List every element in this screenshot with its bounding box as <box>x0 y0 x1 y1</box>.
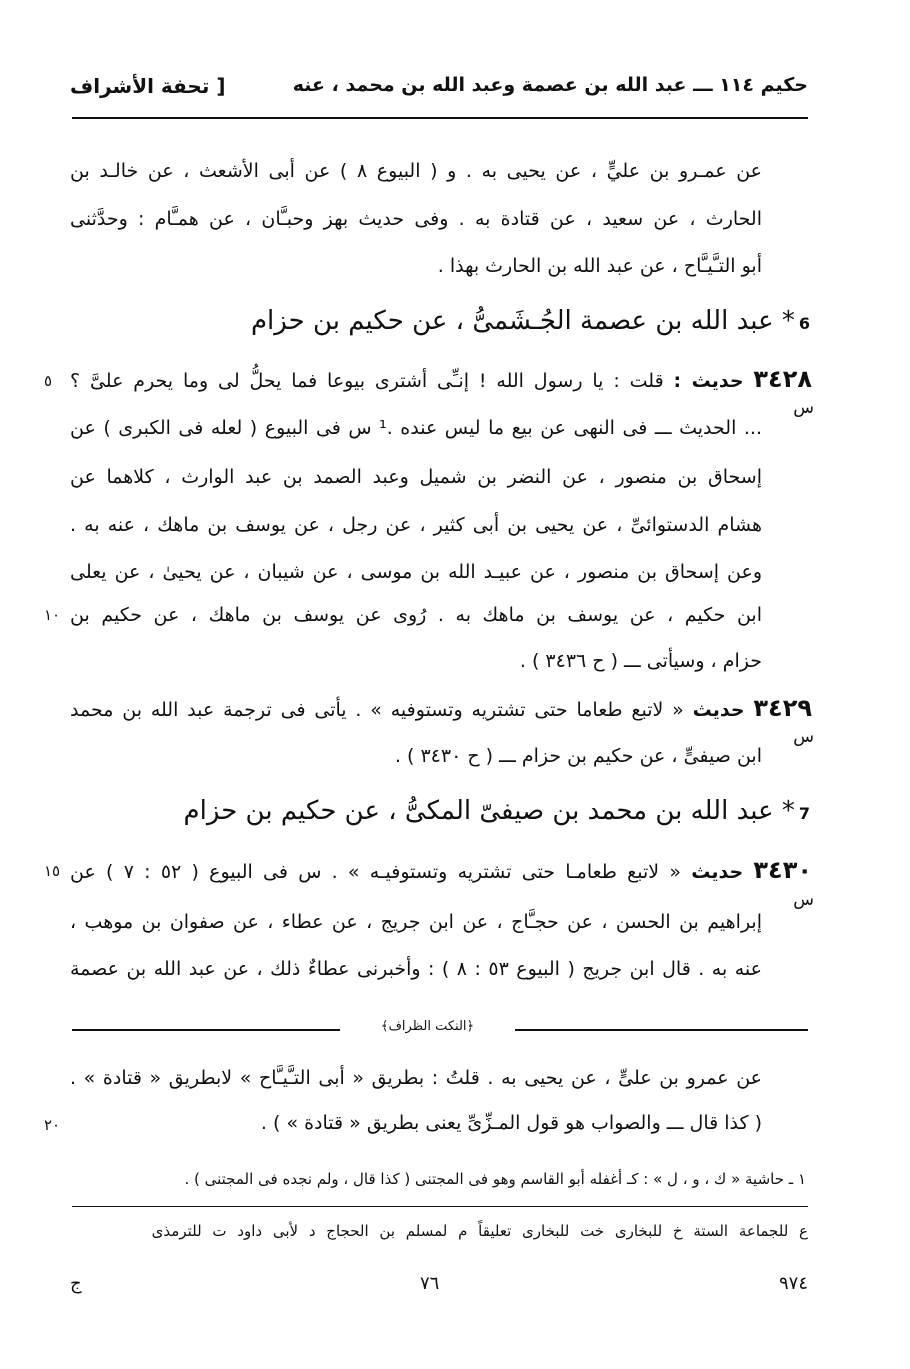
hadith-first-line <box>70 856 812 884</box>
text-line: أبو التـَّيـَّاح ، عن عبد الله بن الحارث بهذا . <box>437 255 762 277</box>
hadith-text: قلت : يا رسول الله ! إنـِّى أشترى بيوعا فما يحلُّ لى وما يحرم علىَّ ؟ <box>70 370 664 392</box>
text-line: هشام الدستوائىِّ ، عن يحيى بن أبى كثير ، عن رجل ، عن يوسف بن ماهك ، عنه به . <box>70 514 762 536</box>
section-number: 6 <box>798 314 810 333</box>
hadith-first-line <box>70 694 812 722</box>
margin-line-number: ٥ <box>44 372 53 390</box>
nukat-line: عن عمرو بن علىٍّ ، عن يحيى به . قلتُ : بطريق « أبى التـَّيـَّاح » لابطريق « قتادة » . <box>70 1067 762 1089</box>
text-line: ابن حكيم ، عن يوسف بن ماهك به . رُوى عن يوسف بن ماهك ، عن حكيم بن <box>70 604 762 626</box>
volume-mark: ج <box>70 1273 82 1294</box>
footnote: ١ ـ حاشية « ك ، و ، ل » : كـ أغفله أبو القاسم وهو فى المجتنى ( كذا قال ، ولم نجده فى المجتنى ) . <box>184 1170 806 1188</box>
margin-line-number: ٢٠ <box>44 1116 61 1134</box>
text-line: حزام ، وسيأتى ـــ ( ح ٣٤٣٦ ) . <box>519 650 762 672</box>
hadith-text: « لاتبع طعاما حتى تشتريه وتستوفيه » . يأتى فى ترجمة عبد الله بن محمد <box>70 699 684 721</box>
section-title: * عبد الله بن محمد بن صيفىّ المكىُّ ، عن حكيم بن حزام <box>183 796 795 826</box>
hadith-label: حديث <box>691 861 744 883</box>
text-line: ... الحديث ـــ فى النهى عن بيع ما ليس عنده .¹ س فى البيوع ( لعله فى الكبرى ) عن <box>70 417 762 439</box>
page-number-right: ٩٧٤ <box>778 1273 808 1294</box>
text-line: وعن إسحاق بن منصور ، عن عبيـد الله بن موسى ، عن شيبان ، عن يحيىٰ ، عن يعلى <box>70 561 762 583</box>
divider-left <box>72 1029 340 1031</box>
text-line: ابن صيفىٍّ ، عن حكيم بن حزام ـــ ( ح ٣٤٣٠ ) . <box>394 745 762 767</box>
hadith-number: ٣٤٣٠ <box>753 856 812 884</box>
section-title: * عبد الله بن عصمة الجُـشَمىُّ ، عن حكيم بن حزام <box>250 306 795 336</box>
text-line: عنه به . قال ابن جريج ( البيوع ٥٣ : ٨ ) : وأخبرنى عطاءٌ ذلك ، عن عبد الله بن عصمة <box>70 958 762 980</box>
header-rule <box>72 117 808 119</box>
nukat-title: ﴿النكت الظراف﴾ <box>380 1019 475 1034</box>
text-line: عن عمـرو بن عليٍّ ، عن يحيى به . و ( البيوع ٨ ) عن أبى الأشعث ، عن خالـد بن <box>70 160 762 182</box>
sigla-mark: س <box>793 890 814 910</box>
hadith-text: « لاتبع طعامـا حتى تشتريه وتستوفيـه » . س فى البيوع ( ٥٢ : ٧ ) عن <box>70 861 681 883</box>
hadith-number: ٣٤٢٩ <box>753 694 812 722</box>
section-heading <box>251 306 810 336</box>
margin-line-number: ١٥ <box>44 862 61 880</box>
margin-line-number: ١٠ <box>44 606 61 624</box>
hadith-label: حديث : <box>673 370 744 392</box>
hadith-number: ٣٤٢٨ <box>753 365 812 393</box>
text-line: إسحاق بن منصور ، عن النضر بن شميل وعبد الصمد بن عبد الوارث ، كلاهما عن <box>70 466 762 488</box>
page-number-center: ٧٦ <box>420 1273 440 1294</box>
sigla-mark: س <box>793 398 814 418</box>
running-header-book: [ تحفة الأشراف <box>70 74 226 98</box>
footnote-rule <box>72 1206 808 1207</box>
text-line: إبراهيم بن الحسن ، عن حجـَّاج ، عن ابن جريج ، عن عطاء ، عن صفوان بن موهب ، <box>70 911 762 933</box>
divider-right <box>515 1029 808 1031</box>
sigla-mark: س <box>793 727 814 747</box>
section-heading <box>184 796 810 826</box>
text-line: الحارث ، عن سعيد ، عن قتادة به . وفى حديث بهز وحبـَّان ، عن همـَّام : وحدَّثنى <box>70 208 762 230</box>
abbreviations-legend: ع للجماعة الستة خ للبخارى خت للبخارى تعليقاً م لمسلم بن الحجاج د لأبى داود ت للترمذى <box>151 1222 808 1240</box>
hadith-label: حديث <box>692 699 745 721</box>
running-header-title: حكيم ١١٤ ـــ عبد الله بن عصمة وعبد الله بن محمد ، عنه <box>292 74 808 96</box>
nukat-line: ( كذا قال ـــ والصواب هو قول المـزِّىِّ يعنى بطريق « قتادة » ) . <box>260 1112 762 1134</box>
hadith-first-line <box>70 365 812 393</box>
section-number: 7 <box>798 804 810 823</box>
